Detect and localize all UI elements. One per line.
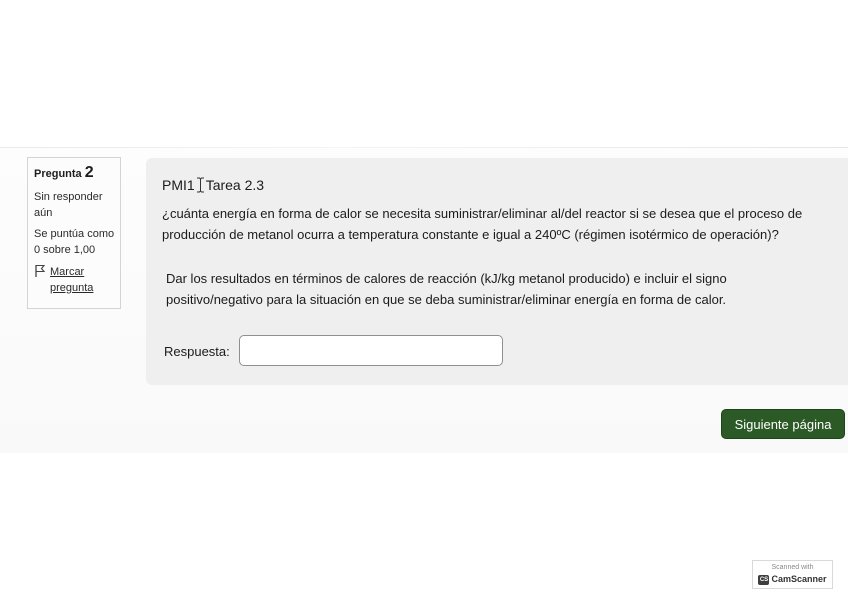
camscanner-watermark <box>752 560 833 589</box>
watermark-brand: CamScanner <box>771 574 827 584</box>
watermark-top-text: Scanned with <box>771 564 814 571</box>
title-prefix: PMI1 <box>162 177 195 193</box>
question-info-box <box>27 157 121 309</box>
question-number-line <box>34 166 120 181</box>
question-text: ¿cuánta energía en forma de calor se necesita suministrar/eliminar al/del reactor si se desea que el proceso de producción de metanol ocurra a temperatura constante e igual a 240ºC (régimen isotérmico de operación)? <box>162 206 803 242</box>
watermark-brand-line <box>753 574 832 585</box>
flag-question-link[interactable] <box>34 264 120 296</box>
flag-icon <box>34 264 46 278</box>
question-number: 2 <box>84 164 94 181</box>
question-grade: Se puntúa como 0 sobre 1,00 <box>34 228 115 256</box>
question-instructions: Dar los resultados en términos de calores de reacción (kJ/kg metanol producido) e incluir el signo positivo/negativo para la situación en que se deba suministrar/eliminar energía en forma de calor. <box>166 271 727 307</box>
title-suffix: Tarea 2.3 <box>205 177 265 193</box>
text-cursor-icon <box>196 176 205 194</box>
question-state: Sin responder aún <box>34 191 103 219</box>
question-label: Pregunta <box>34 168 82 180</box>
camscanner-logo-icon: CS <box>759 576 769 583</box>
flag-question-label[interactable]: Marcar pregunta <box>50 266 94 294</box>
question-title <box>162 176 264 194</box>
answer-label: Respuesta: <box>164 344 230 359</box>
next-page-button[interactable]: Siguiente página <box>721 409 845 439</box>
answer-input[interactable] <box>239 335 503 366</box>
question-content <box>146 158 848 385</box>
